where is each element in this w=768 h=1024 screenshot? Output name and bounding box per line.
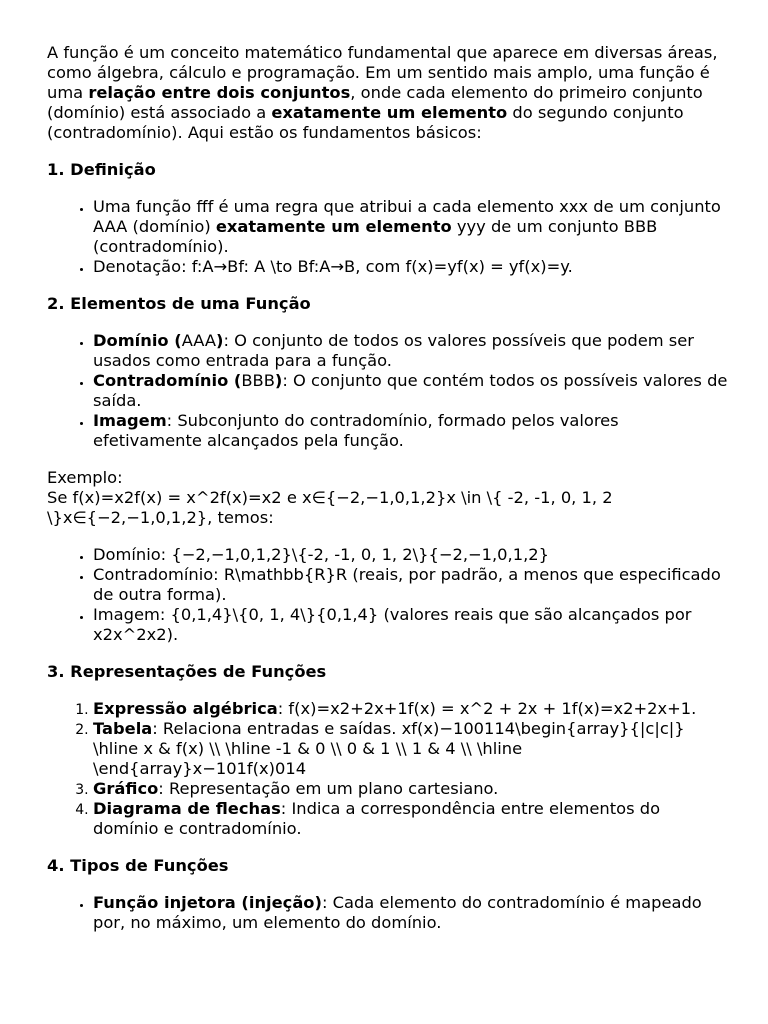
intro-paragraph: [47, 43, 728, 143]
list-item: [93, 411, 728, 451]
item-bold: Diagrama de flechas: [93, 799, 281, 818]
list-item: [93, 699, 728, 719]
item-text: Denotação: f:A→Bf: A \to Bf:A→B, com f(x)=yf(x) = yf(x)=y.: [93, 257, 573, 276]
item-bold: Domínio (: [93, 331, 182, 350]
intro-text-1: A função é um conceito matemático fundamental que aparece em diversas áreas, como álgebra, cálculo e programação. Em um sentido mais amplo, uma função é uma: [47, 43, 718, 102]
item-text: : O conjunto que contém todos os possíveis valores de saída.: [93, 371, 728, 410]
example-text: Se f(x)=x2f(x) = x^2f(x)=x2 e x∈{−2,−1,0,1,2}x \in \{ -2, -1, 0, 1, 2 \}x∈{−2,−1,0,1,2}, temos:: [47, 488, 613, 527]
section-2-list: [47, 331, 728, 451]
item-bold: ): [216, 331, 224, 350]
item-text: : f(x)=x2+2x+1f(x) = x^2 + 2x + 1f(x)=x2+2x+1.: [277, 699, 697, 718]
item-text: : Relaciona entradas e saídas. xf(x)−100114\begin{array}{|c|c|} \hline x & f(x) \\ \hline -1 & 0 \\ 0 & 1 \\ 1 & 4 \\ \hline \end{array}x−101f(x)014: [93, 719, 685, 778]
example-paragraph: [47, 468, 728, 528]
item-bold: Função injetora (injeção): [93, 893, 322, 912]
list-item: • Domínio: {−2,−1,0,1,2}\{-2, -1, 0, 1, 2\}{−2,−1,0,1,2}: [93, 545, 728, 565]
item-bold: Expressão algébrica: [93, 699, 278, 718]
list-item: • Imagem: {0,1,4}\{0, 1, 4\}{0,1,4} (valores reais que são alcançados por x2x^2x2).: [93, 605, 728, 645]
item-bold: Imagem: [93, 411, 167, 430]
intro-bold-1: relação entre dois conjuntos: [88, 83, 351, 102]
item-bold: Tabela: [93, 719, 153, 738]
section-1-list: [47, 197, 728, 277]
item-bold: Contradomínio (: [93, 371, 242, 390]
item-text: : Cada elemento do contradomínio é mapeado por, no máximo, um elemento do domínio.: [93, 893, 702, 932]
item-text: : O conjunto de todos os valores possíveis que podem ser usados como entrada para a função.: [93, 331, 694, 370]
item-text: AAA: [181, 331, 217, 350]
list-item: [93, 331, 728, 371]
list-item: [93, 779, 728, 799]
list-item: [93, 719, 728, 779]
item-bold: exatamente um elemento: [215, 217, 452, 236]
item-text: : Subconjunto do contradomínio, formado pelos valores efetivamente alcançados pela função.: [93, 411, 619, 450]
item-text: yyy de um conjunto BBB (contradomínio).: [93, 217, 658, 256]
item-text: Uma função fff é uma regra que atribui a cada elemento xxx de um conjunto AAA (domínio): [93, 197, 721, 236]
intro-bold-2: exatamente um elemento: [271, 103, 508, 122]
list-item: [93, 257, 728, 277]
item-text: BBB: [241, 371, 275, 390]
section-1-heading: 1. Definição: [47, 160, 156, 179]
item-bold: ): [274, 371, 283, 390]
example-list: [47, 545, 728, 645]
section-2-heading: 2. Elementos de uma Função: [47, 294, 311, 313]
list-item: [93, 371, 728, 411]
intro-text-3: do segundo conjunto (contradomínio). Aqui estão os fundamentos básicos:: [47, 103, 684, 142]
item-bold: Gráfico: [93, 779, 159, 798]
item-text: : Indica a correspondência entre elementos do domínio e contradomínio.: [93, 799, 661, 838]
section-4-heading: 4. Tipos de Funções: [47, 856, 229, 875]
list-item: • Contradomínio: R\mathbb{R}R (reais, por padrão, a menos que especificado de outra forma).: [93, 565, 728, 605]
intro-text-2: , onde cada elemento do primeiro conjunto (domínio) está associado a: [47, 83, 703, 122]
list-item: [93, 197, 728, 257]
example-label: Exemplo:: [47, 468, 123, 487]
item-text: : Representação em um plano cartesiano.: [158, 779, 499, 798]
list-item: [93, 893, 728, 933]
list-item: [93, 799, 728, 839]
section-3-list: [47, 699, 728, 839]
section-4-list: [47, 893, 728, 933]
section-3-heading: 3. Representações de Funções: [47, 662, 327, 681]
